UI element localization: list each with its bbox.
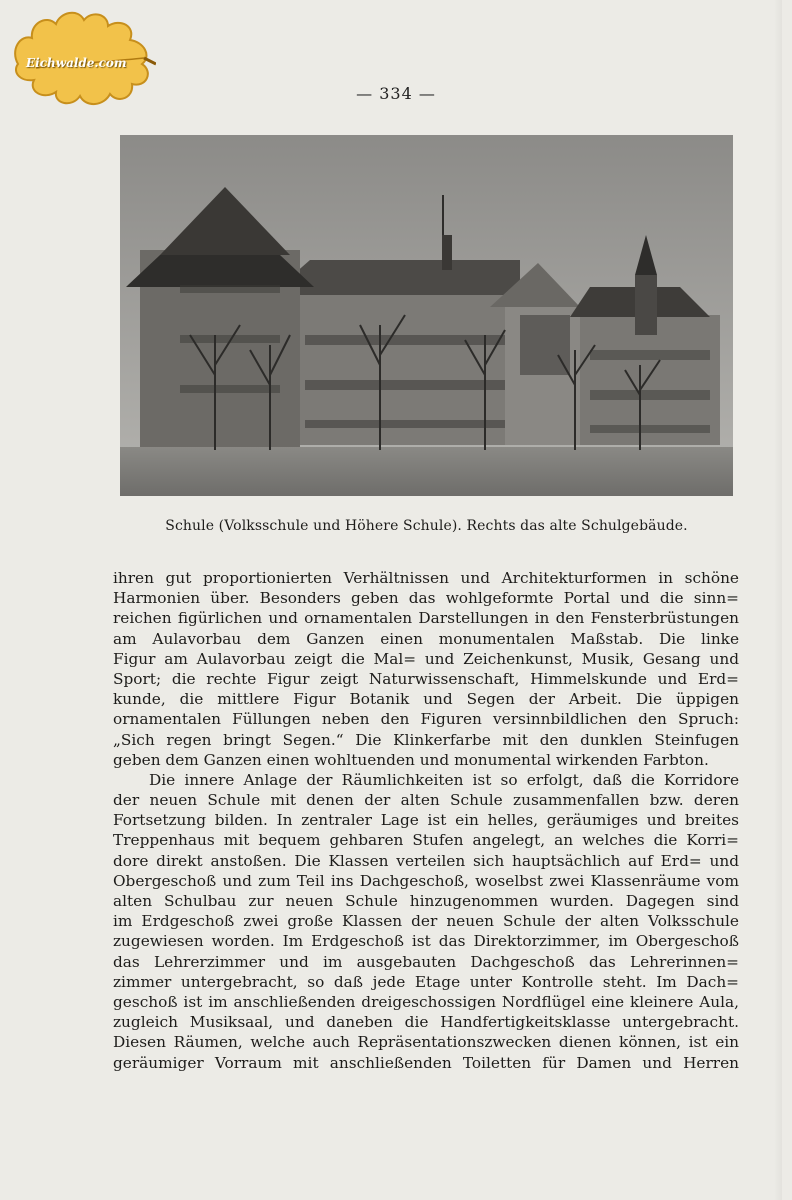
text-line: Sport; die rechte Figur zeigt Naturwissenschaft, Himmelskunde und Erd= — [113, 669, 739, 688]
text-line: dore direkt anstoßen. Die Klassen verteilen sich hauptsächlich auf Erd= und — [113, 851, 739, 870]
text-line: alten Schulbau zur neuen Schule hinzugenommen wurden. Dagegen sind — [113, 892, 739, 910]
text-line: am Aulavorbau dem Ganzen einen monumentalen Maßstab. Die linke — [113, 629, 739, 648]
photo-caption: Schule (Volksschule und Höhere Schule). Rechts das alte Schulgebäude. — [165, 518, 688, 534]
text-line: Die innere Anlage der Räumlichkeiten ist so erfolgt, daß die Korridore — [149, 770, 739, 789]
text-line: „Sich regen bringt Segen.“ Die Klinkerfarbe mit den dunklen Steinfugen — [113, 730, 739, 749]
school-building-photo — [120, 135, 733, 496]
text-line: das Lehrerzimmer und im ausgebauten Dachgeschoß das Lehrerinnen= — [113, 952, 739, 971]
logo-text: Eichwalde.com — [26, 56, 127, 70]
text-line: zugleich Musiksaal, und daneben die Handfertigkeitsklasse untergebracht. — [113, 1013, 739, 1032]
text-line: Diesen Räumen, welche auch Repräsentationszwecken dienen können, ist ein — [113, 1033, 739, 1052]
text-line: Figur am Aulavorbau zeigt die Mal= und Zeichenkunst, Musik, Gesang und — [113, 649, 739, 668]
text-line: zimmer untergebracht, so daß jede Etage unter Kontrolle steht. Im Dach= — [113, 972, 739, 991]
page-number: — 334 — — [356, 84, 436, 103]
text-line: kunde, die mittlere Figur Botanik und Segen der Arbeit. Die üppigen — [113, 690, 739, 709]
text-line: ornamentalen Füllungen neben den Figuren versinnbildlichen den Spruch: — [113, 710, 739, 729]
page-edge-shadow — [774, 0, 782, 1200]
text-line: zugewiesen worden. Im Erdgeschoß ist das Direktorzimmer, im Obergeschoß — [113, 932, 739, 951]
text-line: geräumiger Vorraum mit anschließenden Toiletten für Damen und Herren — [113, 1053, 739, 1072]
text-line: Obergeschoß und zum Teil ins Dachgeschoß, woselbst zwei Klassenräume vom — [113, 871, 739, 890]
text-line: Harmonien über. Besonders geben das wohlgeformte Portal und die sinn= — [113, 589, 739, 608]
text-line: Fortsetzung bilden. In zentraler Lage ist ein helles, geräumiges und breites — [113, 811, 739, 830]
text-line: geschoß ist im anschließenden dreigeschossigen Nordflügel eine kleinere Aula, — [113, 992, 739, 1011]
text-line: reichen figürlichen und ornamentalen Darstellungen in den Fensterbrüstungen — [113, 609, 739, 628]
text-line: geben dem Ganzen einen wohltuenden und monumental wirkenden Farbton. — [113, 750, 709, 769]
text-line: Treppenhaus mit bequem gehbaren Stufen angelegt, an welches die Korri= — [113, 831, 739, 850]
text-line: im Erdgeschoß zwei große Klassen der neuen Schule der alten Volksschule — [113, 912, 739, 931]
text-line: ihren gut proportionierten Verhältnissen und Architekturformen in schöne — [113, 569, 739, 587]
body-text — [113, 568, 739, 1073]
text-line: der neuen Schule mit denen der alten Schule zusammenfallen bzw. deren — [113, 791, 739, 810]
